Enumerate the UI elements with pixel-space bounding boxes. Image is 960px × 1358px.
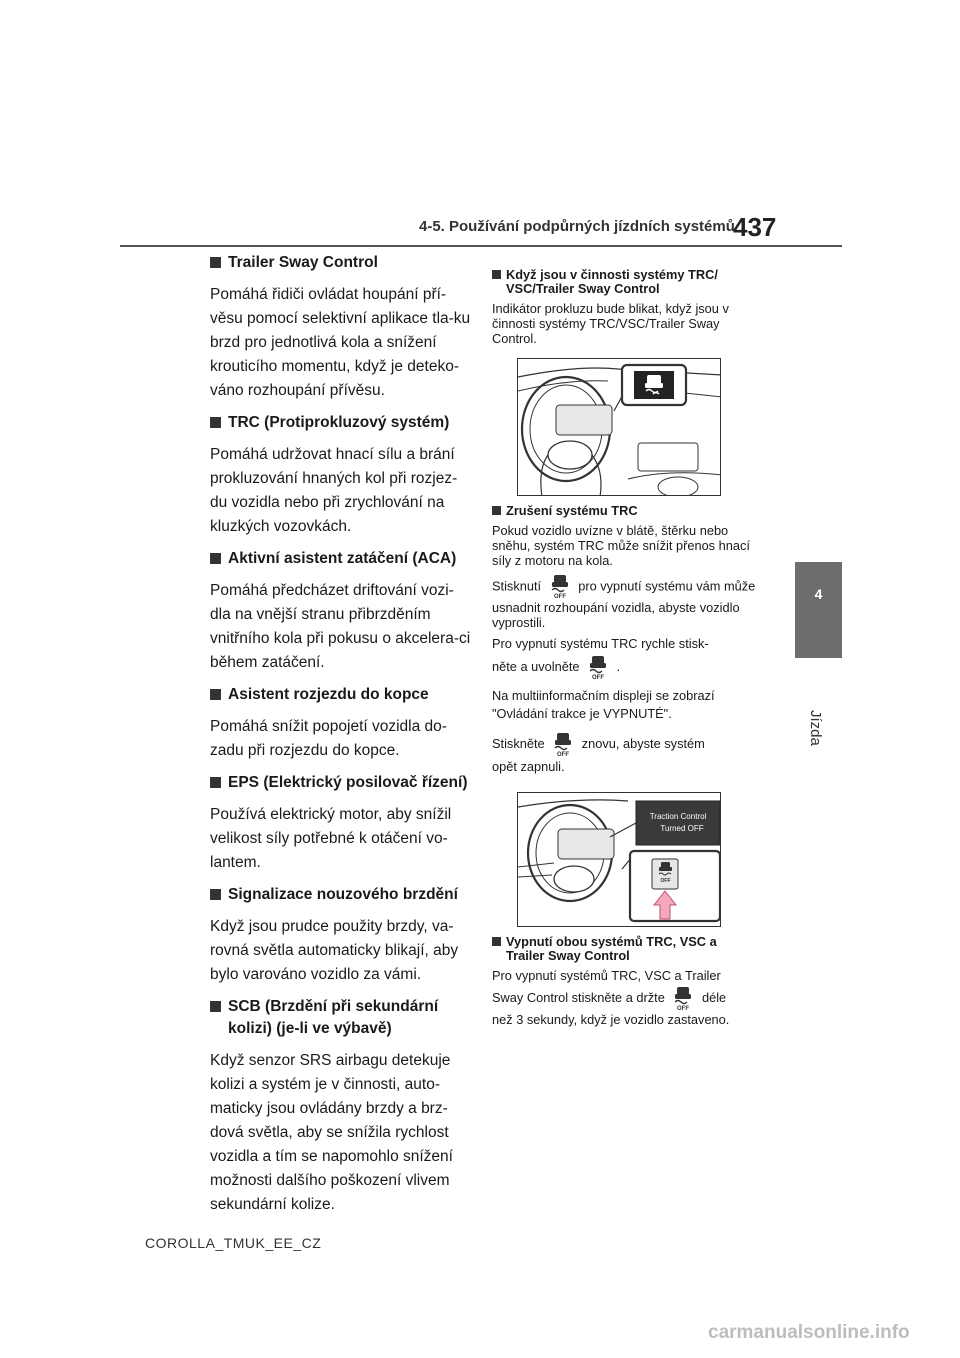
bullet-square-icon bbox=[492, 270, 501, 279]
figure-slip-indicator bbox=[517, 358, 721, 496]
section-text-with-icon: něte a uvolněte OFF . bbox=[492, 653, 757, 681]
section-heading: Vypnutí obou systémů TRC, VSC a Trailer Sway Control bbox=[492, 935, 757, 963]
section-text-with-icon: Stisknutí OFF pro vypnutí systému vám může usnadnit rozhoupání vozidla, abyste vozidlo vyprostili. bbox=[492, 574, 757, 630]
section-text: Pro vypnutí systému TRC rychle stisk- bbox=[492, 636, 709, 651]
page-number: 437 bbox=[733, 212, 777, 242]
icon-off-label: OFF bbox=[557, 751, 570, 758]
section-text: Používá elektrický motor, aby snížil velikost síly potřebné k otáčení vo-lantem. bbox=[210, 806, 452, 871]
section-heading: Signalizace nouzového brzdění bbox=[210, 884, 472, 906]
section-heading: EPS (Elektrický posilovač řízení) bbox=[210, 772, 472, 794]
dashboard-illustration bbox=[518, 793, 721, 927]
bullet-square-icon bbox=[210, 553, 221, 564]
bullet-square-icon bbox=[210, 689, 221, 700]
chapter-number: 4 bbox=[814, 586, 823, 602]
chapter-tab[interactable] bbox=[795, 562, 842, 658]
section-heading: Když jsou v činnosti systémy TRC/ VSC/Trailer Sway Control bbox=[492, 268, 757, 296]
section-text: Pomáhá řidiči ovládat houpání pří-věsu pomocí selektivní aplikace tla-ku brzd pro jednotlivá kola a snížení krouticího momentu, když je deteko-váno rozhoupání přívěsu. bbox=[210, 286, 471, 399]
section-heading: Zrušení systému TRC bbox=[492, 504, 757, 518]
display-text-line2: Turned OFF bbox=[660, 824, 704, 833]
section-text: než 3 sekundy, když je vozidlo zastaveno. bbox=[492, 1011, 730, 1027]
section-text: Indikátor prokluzu bude blikat, když jsou v činnosti systémy TRC/VSC/Trailer Sway Control. bbox=[492, 301, 729, 346]
section-text: Když senzor SRS airbagu detekuje kolizi a systém je v činnosti, auto-maticky jsou ovládány brzdy a brz-dová světla, aby se snížila rychlost vozidla a tím se napomohlo snížení možnosti dalšího poškození vlivem sekundární kolize. bbox=[210, 1052, 453, 1213]
bullet-square-icon bbox=[210, 889, 221, 900]
section-text: Když jsou prudce použity brzdy, va-rovná světla automaticky blikají, aby bylo varováno vozidlo za vámi. bbox=[210, 918, 459, 983]
section-title: 4-5. Používání podpůrných jízdních systémů bbox=[419, 218, 735, 235]
section-text: Pro vypnutí systémů TRC, VSC a Trailer bbox=[492, 968, 721, 983]
chapter-label: Jízda bbox=[807, 710, 824, 746]
section-heading: TRC (Protiprokluzový systém) bbox=[210, 412, 472, 434]
bullet-square-icon bbox=[210, 417, 221, 428]
icon-off-label: OFF bbox=[677, 1005, 690, 1012]
display-text-line1: Traction Control bbox=[649, 812, 707, 821]
section-text: opět zapnuli. bbox=[492, 759, 565, 774]
section-text: Na multiinformačním displeji se zobrazí "Ovládání trakce je VYPNUTÉ". bbox=[492, 688, 715, 721]
figure-traction-off bbox=[517, 792, 721, 927]
section-text: Pomáhá předcházet driftování vozi-dla na vnější stranu přibrzděním vnitřního kola při pokusu o akcelera-ci během zatáčení. bbox=[210, 582, 471, 671]
icon-off-label: OFF bbox=[592, 674, 605, 681]
bullet-square-icon bbox=[492, 937, 501, 946]
icon-off-label: OFF bbox=[553, 594, 566, 600]
dashboard-illustration bbox=[518, 359, 721, 496]
section-heading: SCB (Brzdění při sekundární kolizi) (je-li ve výbavě) bbox=[210, 996, 472, 1040]
bullet-square-icon bbox=[210, 257, 221, 268]
trc-off-button-icon bbox=[672, 986, 694, 1012]
chapter-label-box bbox=[802, 690, 832, 750]
watermark: carmanualsonline.info bbox=[708, 1322, 910, 1343]
right-column bbox=[492, 268, 757, 1033]
trc-off-button-icon bbox=[549, 574, 571, 600]
bullet-square-icon bbox=[492, 506, 501, 515]
section-text: Pomáhá snížit popojetí vozidla do-zadu při rozjezdu do kopce. bbox=[210, 718, 447, 759]
bullet-square-icon bbox=[210, 1001, 221, 1012]
left-column bbox=[210, 252, 472, 1226]
document-code: COROLLA_TMUK_EE_CZ bbox=[145, 1235, 322, 1251]
section-text: Pokud vozidlo uvízne v blátě, štěrku nebo sněhu, systém TRC může snížit přenos hnací síly z motoru na kola. bbox=[492, 523, 750, 568]
section-heading: Trailer Sway Control bbox=[210, 252, 472, 274]
section-text: Pomáhá udržovat hnací sílu a brání prokluzování hnaných kol při rozjez-du vozidla nebo při zrychlování na kluzkých vozovkách. bbox=[210, 446, 458, 535]
trc-off-button-icon bbox=[552, 732, 574, 758]
section-text-with-icon: Stiskněte OFF znovu, abyste systém bbox=[492, 729, 757, 759]
section-heading: Asistent rozjezdu do kopce bbox=[210, 684, 472, 706]
trc-off-button-icon bbox=[587, 655, 609, 681]
header-rule bbox=[120, 245, 842, 247]
section-text-with-icon: Sway Control stiskněte a držte OFF déle bbox=[492, 985, 757, 1012]
section-heading: Aktivní asistent zatáčení (ACA) bbox=[210, 548, 472, 570]
bullet-square-icon bbox=[210, 777, 221, 788]
icon-off-label: OFF bbox=[660, 878, 671, 884]
